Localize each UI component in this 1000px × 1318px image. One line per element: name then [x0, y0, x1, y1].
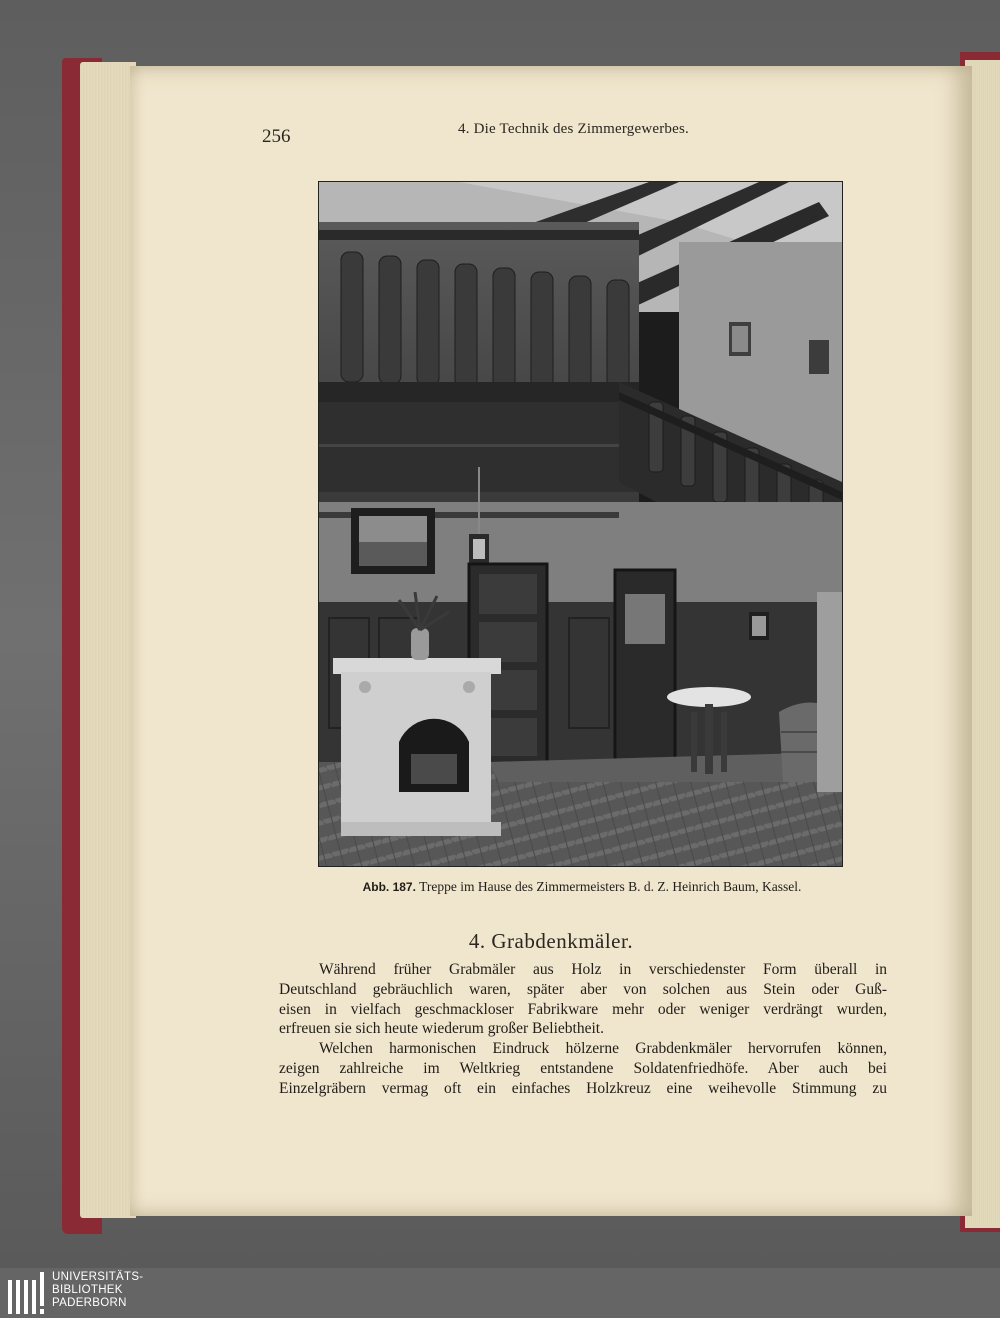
library-name-line3: PADERBORN: [52, 1297, 127, 1309]
body-paragraphs: [279, 960, 887, 1099]
caption-text: Treppe im Hause des Zimmermeisters B. d. Z. Heinrich Baum, Kassel.: [419, 879, 802, 894]
section-heading: 4. Grabdenkmäler.: [468, 929, 634, 953]
library-name-line2: BIBLIOTHEK: [52, 1284, 123, 1296]
running-head: 4. Die Technik des Zimmergewerbes.: [458, 121, 689, 137]
body-line: eisen in vielfach geschmackloser Fabrikware mehr oder weniger verdrängt wurden,: [279, 1000, 887, 1018]
page-stack-left: [80, 62, 136, 1218]
body-line: Deutschland gebräuchlich waren, später aber von solchen aus Stein oder Guß-: [279, 980, 887, 998]
body-line: zeigen zahlreiche im Weltkrieg entstandene Soldatenfriedhöfe. Aber auch bei: [279, 1059, 887, 1077]
library-footer: [0, 1268, 1000, 1318]
library-logo-icon: [8, 1272, 46, 1314]
staircase-photograph: [318, 181, 843, 867]
library-name: [52, 1271, 143, 1310]
body-line: Während früher Grabmäler aus Holz in verschiedenster Form überall in: [319, 961, 887, 978]
body-line: erfreuen sie sich heute wiederum großer Beliebtheit.: [279, 1020, 604, 1038]
body-line: Welchen harmonischen Eindruck hölzerne Grabdenkmäler hervorrufen können,: [319, 1040, 887, 1058]
figure-caption: [322, 879, 842, 895]
body-line: Einzelgräbern vermag oft ein einfaches Holzkreuz eine weihevolle Stimmung zu: [279, 1079, 887, 1097]
caption-label: Abb. 187.: [362, 880, 416, 894]
library-name-line1: UNIVERSITÄTS-: [52, 1271, 144, 1283]
page-number: 256: [262, 126, 291, 147]
